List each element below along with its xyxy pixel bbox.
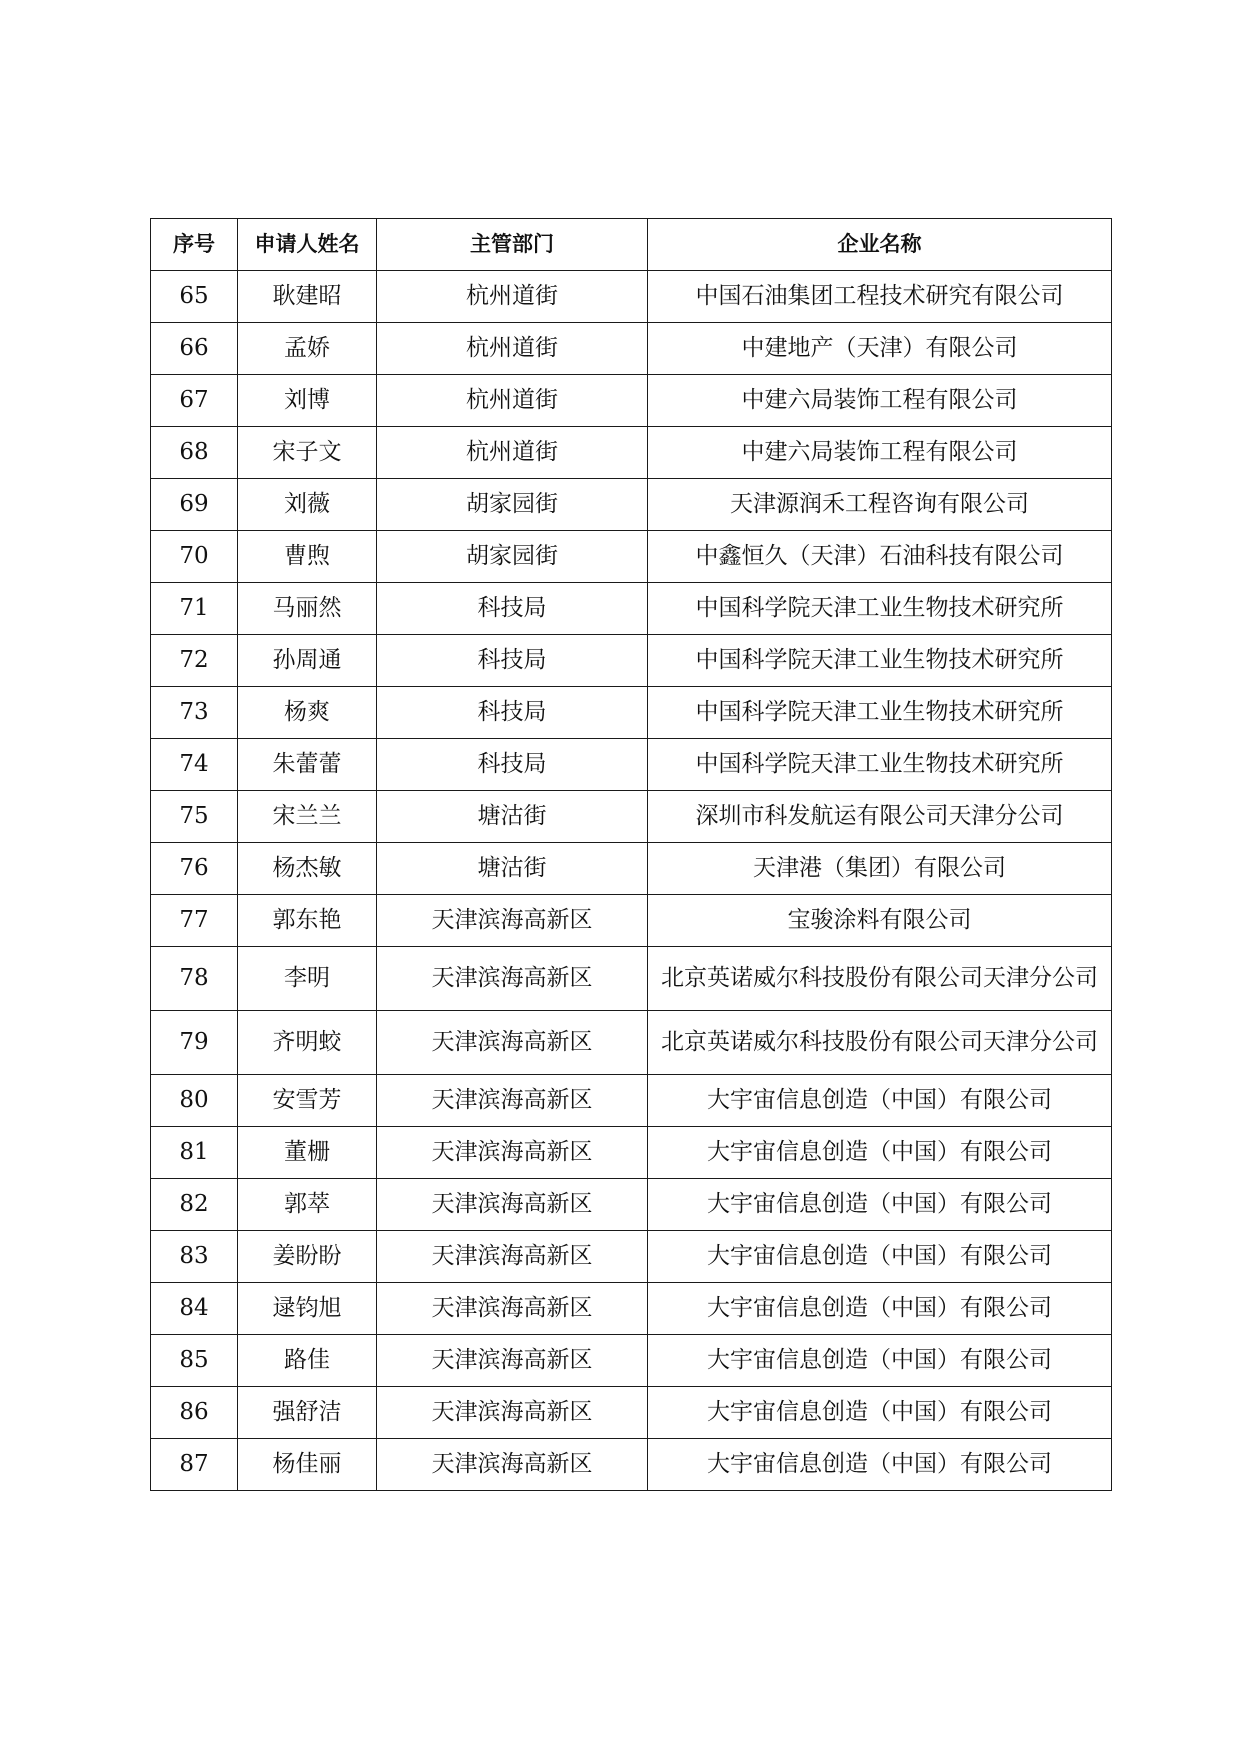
- table-row: [151, 687, 1112, 739]
- table-row: [151, 1127, 1112, 1179]
- cell-dept: 天津滨海高新区: [377, 1387, 648, 1439]
- cell-seq: 73: [151, 687, 238, 739]
- cell-seq: 87: [151, 1439, 238, 1491]
- table-row: [151, 635, 1112, 687]
- cell-name: 杨爽: [238, 687, 377, 739]
- table-row: [151, 479, 1112, 531]
- cell-name: 孙周通: [238, 635, 377, 687]
- cell-company: 中建六局装饰工程有限公司: [648, 375, 1112, 427]
- cell-company: 大宇宙信息创造（中国）有限公司: [648, 1075, 1112, 1127]
- cell-company: 宝骏涂料有限公司: [648, 895, 1112, 947]
- cell-seq: 79: [151, 1011, 238, 1075]
- cell-seq: 85: [151, 1335, 238, 1387]
- cell-name: 刘薇: [238, 479, 377, 531]
- cell-company: 大宇宙信息创造（中国）有限公司: [648, 1231, 1112, 1283]
- cell-dept: 杭州道街: [377, 427, 648, 479]
- cell-dept: 杭州道街: [377, 375, 648, 427]
- cell-company: 中鑫恒久（天津）石油科技有限公司: [648, 531, 1112, 583]
- cell-name: 郭萃: [238, 1179, 377, 1231]
- cell-dept: 天津滨海高新区: [377, 1231, 648, 1283]
- cell-seq: 84: [151, 1283, 238, 1335]
- cell-company: 天津源润禾工程咨询有限公司: [648, 479, 1112, 531]
- table-row: [151, 791, 1112, 843]
- table-row: [151, 375, 1112, 427]
- cell-dept: 杭州道街: [377, 271, 648, 323]
- table-row: [151, 843, 1112, 895]
- cell-dept: 科技局: [377, 583, 648, 635]
- cell-dept: 胡家园街: [377, 479, 648, 531]
- cell-name: 齐明蛟: [238, 1011, 377, 1075]
- header-dept: 主管部门: [377, 219, 648, 271]
- cell-dept: 天津滨海高新区: [377, 1011, 648, 1075]
- cell-name: 安雪芳: [238, 1075, 377, 1127]
- cell-company: 中国科学院天津工业生物技术研究所: [648, 687, 1112, 739]
- cell-name: 董栅: [238, 1127, 377, 1179]
- cell-seq: 72: [151, 635, 238, 687]
- table-row: [151, 895, 1112, 947]
- cell-dept: 天津滨海高新区: [377, 1283, 648, 1335]
- cell-dept: 天津滨海高新区: [377, 1179, 648, 1231]
- cell-seq: 66: [151, 323, 238, 375]
- table-row: [151, 271, 1112, 323]
- cell-name: 宋兰兰: [238, 791, 377, 843]
- table-header-row: [151, 219, 1112, 271]
- cell-seq: 70: [151, 531, 238, 583]
- cell-company: 中国科学院天津工业生物技术研究所: [648, 583, 1112, 635]
- cell-seq: 81: [151, 1127, 238, 1179]
- cell-name: 逯钧旭: [238, 1283, 377, 1335]
- cell-seq: 65: [151, 271, 238, 323]
- table-row: [151, 1335, 1112, 1387]
- cell-seq: 67: [151, 375, 238, 427]
- cell-seq: 77: [151, 895, 238, 947]
- cell-dept: 科技局: [377, 635, 648, 687]
- cell-seq: 80: [151, 1075, 238, 1127]
- table-row: [151, 1387, 1112, 1439]
- cell-dept: 天津滨海高新区: [377, 1335, 648, 1387]
- cell-seq: 69: [151, 479, 238, 531]
- cell-seq: 76: [151, 843, 238, 895]
- cell-company: 大宇宙信息创造（中国）有限公司: [648, 1387, 1112, 1439]
- cell-dept: 杭州道街: [377, 323, 648, 375]
- applicant-table: [150, 218, 1112, 1491]
- table-row: [151, 531, 1112, 583]
- cell-seq: 68: [151, 427, 238, 479]
- cell-name: 耿建昭: [238, 271, 377, 323]
- cell-seq: 78: [151, 947, 238, 1011]
- cell-seq: 82: [151, 1179, 238, 1231]
- header-seq: 序号: [151, 219, 238, 271]
- cell-dept: 天津滨海高新区: [377, 947, 648, 1011]
- table-body: [151, 271, 1112, 1491]
- table-row: [151, 323, 1112, 375]
- cell-company: 中国石油集团工程技术研究有限公司: [648, 271, 1112, 323]
- table-row: [151, 1439, 1112, 1491]
- cell-name: 曹煦: [238, 531, 377, 583]
- cell-dept: 胡家园街: [377, 531, 648, 583]
- cell-seq: 74: [151, 739, 238, 791]
- cell-dept: 塘沽街: [377, 791, 648, 843]
- cell-dept: 科技局: [377, 687, 648, 739]
- cell-name: 路佳: [238, 1335, 377, 1387]
- cell-company: 天津港（集团）有限公司: [648, 843, 1112, 895]
- table-row: [151, 1011, 1112, 1075]
- table-row: [151, 1283, 1112, 1335]
- cell-seq: 75: [151, 791, 238, 843]
- cell-name: 孟娇: [238, 323, 377, 375]
- cell-company: 中国科学院天津工业生物技术研究所: [648, 739, 1112, 791]
- cell-dept: 天津滨海高新区: [377, 1439, 648, 1491]
- cell-seq: 71: [151, 583, 238, 635]
- cell-seq: 86: [151, 1387, 238, 1439]
- table-row: [151, 583, 1112, 635]
- cell-dept: 天津滨海高新区: [377, 895, 648, 947]
- cell-company: 大宇宙信息创造（中国）有限公司: [648, 1439, 1112, 1491]
- cell-company: 中建六局装饰工程有限公司: [648, 427, 1112, 479]
- cell-name: 姜盼盼: [238, 1231, 377, 1283]
- cell-name: 刘博: [238, 375, 377, 427]
- cell-name: 朱蕾蕾: [238, 739, 377, 791]
- cell-company: 深圳市科发航运有限公司天津分公司: [648, 791, 1112, 843]
- cell-company: 中建地产（天津）有限公司: [648, 323, 1112, 375]
- header-company: 企业名称: [648, 219, 1112, 271]
- cell-dept: 天津滨海高新区: [377, 1127, 648, 1179]
- cell-company: 大宇宙信息创造（中国）有限公司: [648, 1179, 1112, 1231]
- cell-dept: 科技局: [377, 739, 648, 791]
- table-row: [151, 947, 1112, 1011]
- cell-company: 北京英诺威尔科技股份有限公司天津分公司: [648, 947, 1112, 1011]
- header-name: 申请人姓名: [238, 219, 377, 271]
- cell-company: 大宇宙信息创造（中国）有限公司: [648, 1335, 1112, 1387]
- table-row: [151, 1231, 1112, 1283]
- cell-company: 中国科学院天津工业生物技术研究所: [648, 635, 1112, 687]
- cell-name: 郭东艳: [238, 895, 377, 947]
- cell-name: 李明: [238, 947, 377, 1011]
- table-row: [151, 1179, 1112, 1231]
- table-row: [151, 1075, 1112, 1127]
- cell-name: 宋子文: [238, 427, 377, 479]
- cell-dept: 天津滨海高新区: [377, 1075, 648, 1127]
- table-row: [151, 427, 1112, 479]
- cell-company: 大宇宙信息创造（中国）有限公司: [648, 1127, 1112, 1179]
- cell-company: 大宇宙信息创造（中国）有限公司: [648, 1283, 1112, 1335]
- cell-name: 强舒洁: [238, 1387, 377, 1439]
- table-row: [151, 739, 1112, 791]
- cell-company: 北京英诺威尔科技股份有限公司天津分公司: [648, 1011, 1112, 1075]
- cell-name: 马丽然: [238, 583, 377, 635]
- cell-name: 杨杰敏: [238, 843, 377, 895]
- cell-name: 杨佳丽: [238, 1439, 377, 1491]
- cell-seq: 83: [151, 1231, 238, 1283]
- cell-dept: 塘沽街: [377, 843, 648, 895]
